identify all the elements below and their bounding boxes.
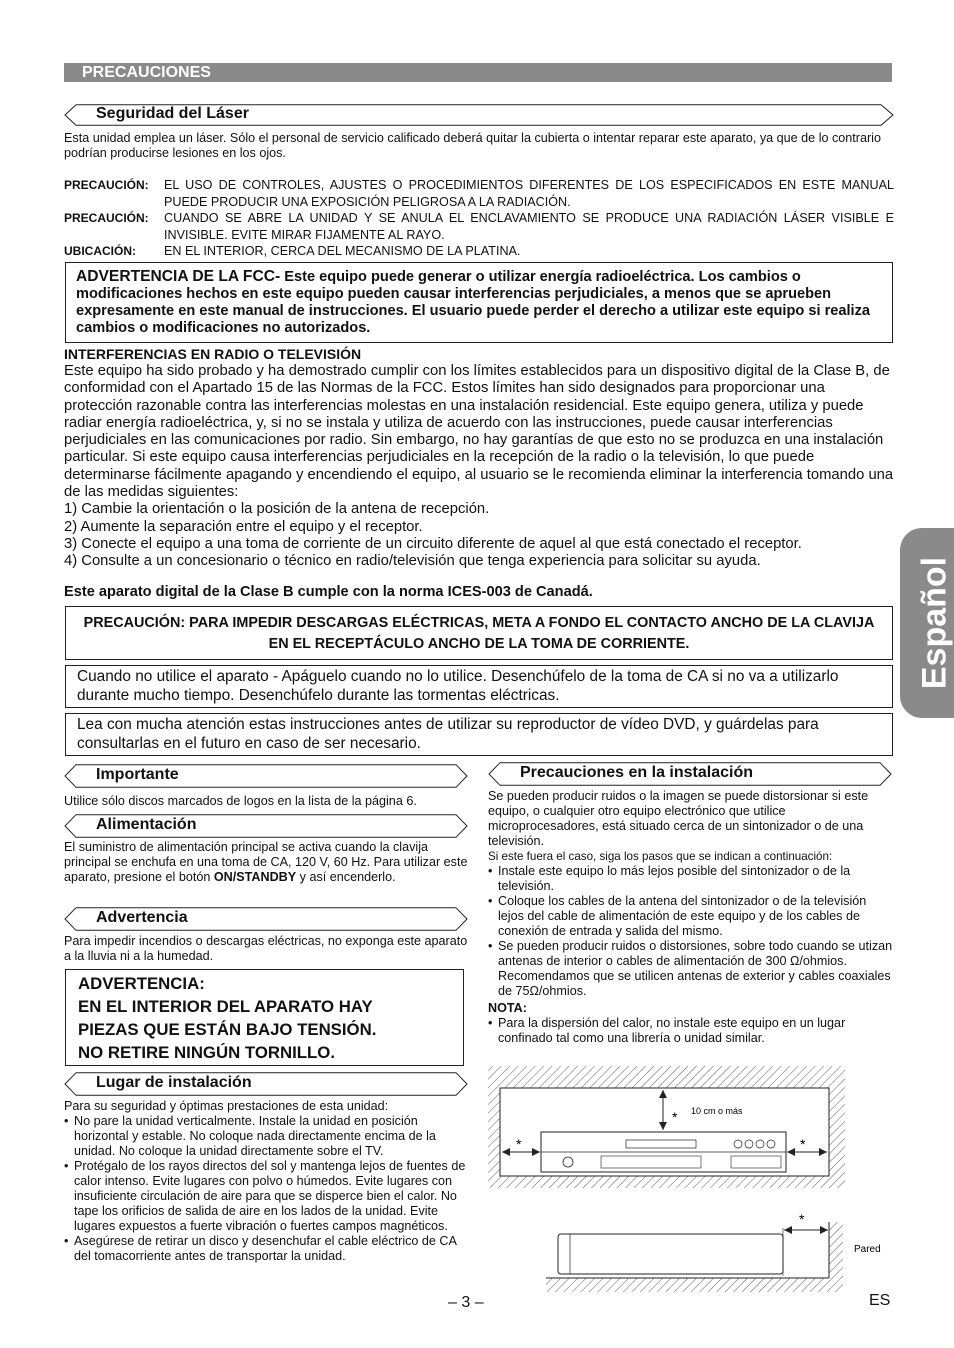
row-label: PRECAUCIÓN: xyxy=(64,178,149,192)
section-title: PRECAUCIONES xyxy=(82,64,211,81)
install-item: • Se pueden producir ruidos o distorsiones, sobre todo cuando se utizan antenas de interior o cables de alimentación de 300 Ω/ohmios. Recomendamos que se utilicen antenas de exterior y cables coaxiales de 75Ω/ohmios. xyxy=(498,939,894,999)
asterisk-top: * xyxy=(672,1109,678,1125)
on-standby-label: ON/STANDBY xyxy=(213,870,297,884)
install-intro: Se pueden producir ruidos o la imagen se puede distorsionar si este equipo, o cualquier otro equipo electrónico que utilice microprocesadores, está situado cerca de un sintonizador o de una televisión. xyxy=(488,789,869,848)
laser-heading-text: Seguridad del Láser xyxy=(96,105,249,122)
install-item: • Coloque los cables de la antena del sintonizador o de la televisión lejos del cable de alimentación de este equipo y de los cables de conexión de entrada y salida del mismo. xyxy=(498,894,894,939)
voltage-warning-line: EN EL INTERIOR DEL APARATO HAY xyxy=(78,997,373,1016)
install-note-small: Si este fuera el caso, siga los pasos que se indican a continuación: xyxy=(488,850,833,863)
ices-statement: Este aparato digital de la Clase B cumple con la norma ICES-003 de Canadá. xyxy=(64,584,593,600)
laser-intro: Esta unidad emplea un láser. Sólo el personal de servicio calificado deberá quitar la cubierta o intentar reparar este aparato, ya que de lo contrario podrían producirse lesiones en los ojos. xyxy=(64,131,881,160)
laser-caution-row xyxy=(64,177,894,210)
row-label: PRECAUCIÓN: xyxy=(64,211,149,225)
language-tab xyxy=(900,528,954,718)
voltage-warning-box xyxy=(65,969,464,1066)
asterisk-left: * xyxy=(516,1136,522,1152)
important-heading xyxy=(64,764,468,786)
location-intro: Para su seguridad y óptimas prestaciones de esta unidad: xyxy=(64,1099,389,1113)
plug-caution-text: PRECAUCIÓN: PARA IMPEDIR DESCARGAS ELÉCTRICAS, META A FONDO EL CONTACTO ANCHO DE LA CLAVIJA EN EL RECEPTÁCULO ANCHO DE LA TOMA DE CORRIENTE. xyxy=(83,615,875,652)
fcc-text: Este equipo puede generar o utilizar energía radioeléctrica. Los cambios o modificaciones hechos en este equipo pueden causar interferencias perjudiciales, a menos que se aprueben expresamente en este manual de instrucciones. El usuario puede perder el derecho a utilizar este equipo si realiza cambios o modificaciones no autorizados. xyxy=(76,269,871,336)
fcc-title: ADVERTENCIA DE LA FCC- xyxy=(76,268,281,285)
power-heading xyxy=(64,814,468,836)
power-heading-text: Alimentación xyxy=(96,816,197,833)
laser-heading xyxy=(64,104,894,126)
clearance-diagram xyxy=(486,1064,896,1300)
warning-heading-text: Advertencia xyxy=(96,909,188,926)
language-code: ES xyxy=(869,1292,891,1309)
location-heading-text: Lugar de instalación xyxy=(96,1074,252,1091)
row-text: CUANDO SE ABRE LA UNIDAD Y SE ANULA EL ENCLAVAMIENTO SE PRODUCE UNA RADIACIÓN LÁSER VISIBLE E INVISIBLE. EVITE MIRAR FIJAMENTE AL RAYO. xyxy=(164,211,894,242)
install-block xyxy=(488,789,894,1046)
section-header-bar xyxy=(64,63,892,82)
clearance-label: 10 cm o más xyxy=(691,1106,743,1116)
unplug-box xyxy=(65,665,893,708)
plug-caution-box xyxy=(65,606,893,660)
page-number: – 3 – xyxy=(448,1294,484,1311)
warning-text: Para impedir incendios o descargas eléctricas, no exponga este aparato a la lluvia ni a la humedad. xyxy=(64,934,468,963)
language-tab-label: Español xyxy=(915,556,954,690)
nota-item: • Para la dispersión del calor, no instale este equipo en un lugar confinado tal como una librería o unidad similar. xyxy=(498,1016,894,1046)
voltage-warning-line: ADVERTENCIA: xyxy=(78,974,205,993)
read-instructions-box xyxy=(65,713,893,756)
interference-step: 4) Consulte a un concesionario o técnico en radio/televisión que tenga experiencia para solicitar su ayuda. xyxy=(64,553,761,570)
unplug-text: Cuando no utilice el aparato - Apáguelo cuando no lo utilice. Desenchúfelo de la toma de CA si no va a utilizarlo durante mucho tiempo. Desenchúfelo durante las tormentas eléctricas. xyxy=(77,668,839,704)
laser-caution-row xyxy=(64,210,894,243)
row-text: EL USO DE CONTROLES, AJUSTES O PROCEDIMIENTOS DIFERENTES DE LOS ESPECIFICADOS EN ESTE MANUAL PUEDE PRODUCIR UNA EXPOSICIÓN PELIGROSA A LA RADIACIÓN. xyxy=(164,178,894,209)
fcc-warning-box xyxy=(65,262,893,343)
voltage-warning-line: PIEZAS QUE ESTÁN BAJO TENSIÓN. xyxy=(78,1020,377,1039)
power-text-block xyxy=(64,840,468,885)
dvd-side-view-icon xyxy=(558,1234,783,1274)
location-item: • No pare la unidad verticalmente. Instale la unidad en posición horizontal y estable. No coloque nada directamente encima de la unidad. No coloque la unidad directamente sobre el TV. xyxy=(74,1114,468,1159)
important-heading-text: Importante xyxy=(96,766,179,783)
install-item: • Instale este equipo lo más lejos posible del sintonizador o de la televisión. xyxy=(498,864,894,894)
nota-label: NOTA: xyxy=(488,1001,527,1015)
interference-section xyxy=(64,346,894,571)
power-text: El suministro de alimentación principal se activa cuando la clavija principal se enchufa en una toma de CA, 120 V, 60 Hz. Para utilizar este aparato, presione el botón xyxy=(64,840,468,884)
interference-text: Este equipo ha sido probado y ha demostrado cumplir con los límites establecidos para un dispositivo digital de la Clase B, de conformidad con el Apartado 15 de las Normas de la FCC. Estos límites han sido designados para proporcionar una protección razonable contra las interferencias molestas en una instalación residencial. Este equipo genera, utiliza y puede radiar energía radioeléctrica, y, si no se instala y utiliza de acuerdo con las instrucciones, puede causar interferencias perjudiciales en las comunicaciones por radio. Sin embargo, no hay garantías de que esto no se produzca en una instalación particular. Si este equipo causa interferencias perjudiciales en la recepción de la radio o la televisión, lo que puede determinarse fácilmente apagando y encendiendo el equipo, al usuario se le recomienda eliminar la interferencia tomando una de las medidas siguientes: xyxy=(64,363,894,501)
interference-heading: INTERFERENCIAS EN RADIO O TELEVISIÓN xyxy=(64,346,362,362)
asterisk-right: * xyxy=(800,1136,806,1152)
location-item: • Asegúrese de retirar un disco y desenchufar el cable eléctrico de CA del tomacorriente antes de transportar la unidad. xyxy=(74,1234,468,1264)
warning-heading xyxy=(64,907,468,929)
interference-step: 3) Conecte el equipo a una toma de corriente de un circuito diferente de aquel al que está conectado el receptor. xyxy=(64,535,802,552)
read-instructions-text: Lea con mucha atención estas instrucciones antes de utilizar su reproductor de vídeo DVD, y guárdelas para consultarlas en el futuro en caso de ser necesario. xyxy=(77,716,819,752)
location-block xyxy=(64,1099,468,1264)
interference-step: 2) Aumente la separación entre el equipo y el receptor. xyxy=(64,518,423,535)
row-text: EN EL INTERIOR, CERCA DEL MECANISMO DE LA PLATINA. xyxy=(164,244,521,258)
location-heading xyxy=(64,1072,468,1094)
power-suffix: y así encenderlo. xyxy=(296,870,396,884)
location-item: • Protégalo de los rayos directos del sol y mantenga lejos de fuentes de calor intenso. Evite lugares con polvo o húmedos. Evite lugares con insuficiente circulación de aire para que se disperce bien el calor. No tape los orificios de salida de aire en los lados de la unidad. Evite lugares expuestos a fuerte vibración o fuertes campos magnéticos. xyxy=(74,1159,468,1234)
dvd-player-icon xyxy=(541,1132,786,1172)
voltage-warning-line: NO RETIRE NINGÚN TORNILLO. xyxy=(78,1043,336,1062)
install-heading-text: Precauciones en la instalación xyxy=(520,764,753,781)
interference-step: 1) Cambie la orientación o la posición de la antena de recepción. xyxy=(64,501,490,518)
important-text: Utilice sólo discos marcados de logos en la lista de la página 6. xyxy=(64,794,417,808)
row-label: UBICACIÓN: xyxy=(64,244,136,258)
wall-label: Pared xyxy=(854,1244,881,1255)
laser-caution-list xyxy=(64,177,894,260)
install-heading xyxy=(488,762,892,784)
laser-caution-row xyxy=(64,243,894,260)
asterisk-wall: * xyxy=(799,1211,805,1227)
